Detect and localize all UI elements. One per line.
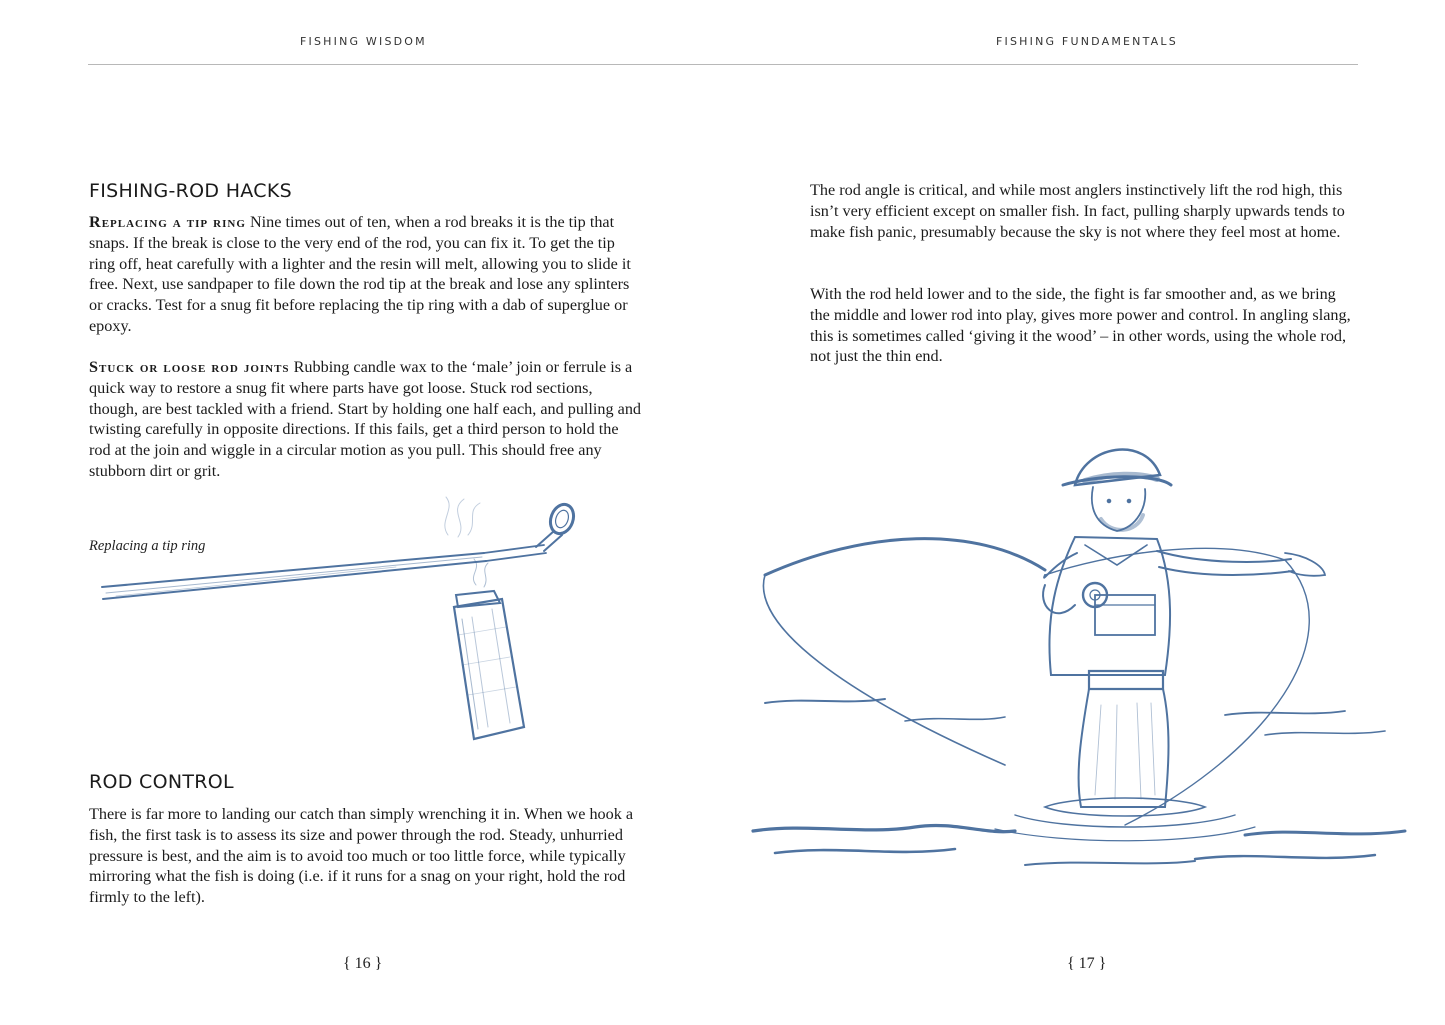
section-heading-fishing-rod-hacks: FISHING-ROD HACKS	[89, 180, 292, 202]
header-rule	[88, 64, 1358, 65]
rod-held-lower-paragraph: With the rod held lower and to the side, the fight is far smoother and, as we bring the middle and lower rod into play, gives more power and control. In angling slang, this is sometimes called ‘giving it the wood’ – in other words, using the whole rod, not just the thin end.	[810, 285, 1351, 366]
tip-ring-text: Nine times out of ten, when a rod breaks it is the tip that snaps. If the break is close to the very end of the rod, you can fix it. To get the tip ring off, heat carefully with a lighter and the resin will melt, allowing you to slide it free. Next, use sandpaper to file down the rod tip at the break and lose any splinters or cracks. Test for a snug fit before replacing the tip ring with a dab of superglue or epoxy.	[89, 213, 631, 335]
angler-illustration-icon	[745, 435, 1420, 885]
tip-ring-paragraph	[89, 212, 644, 337]
rod-angle-paragraph: The rod angle is critical, and while most anglers instinctively lift the rod high, this isn’t very efficient except on smaller fish. In fact, pulling sharply upwards tends to make fish panic, presumably because the sky is not where they feel most at home.	[810, 181, 1345, 241]
right-running-head: FISHING FUNDAMENTALS	[996, 35, 1178, 48]
rod-joints-text: Rubbing candle wax to the ‘male’ join or ferrule is a quick way to restore a snug fit where parts have got loose. Stuck rod sections, though, are best tackled with a friend. Start by holding one half each, and pulling and twisting carefully in opposite directions. If this fails, get a third person to hold the rod at the join and wiggle in a circular motion as you pull. This should free any stubborn dirt or grit.	[89, 358, 642, 480]
illustration-caption: Replacing a tip ring	[89, 538, 206, 554]
section-heading-rod-control: ROD CONTROL	[89, 771, 234, 793]
left-running-head: FISHING WISDOM	[300, 35, 427, 48]
rod-joints-paragraph	[89, 357, 644, 482]
rod-joints-runin: Stuck or loose rod joints	[89, 358, 290, 376]
tip-ring-runin: Replacing a tip ring	[89, 213, 246, 231]
page-number-right: { 17 }	[1067, 955, 1107, 972]
rod-control-paragraph: There is far more to landing our catch than simply wrenching it in. When we hook a fish, the first task is to assess its size and power through the rod. Steady, unhurried pressure is best, and the aim is to avoid too much or too little force, while typically mirroring what the fish is doing (i.e. if it runs for a snag on your right, hold the rod firmly to the left).	[89, 805, 634, 907]
page-number-left: { 16 }	[343, 955, 383, 972]
tip-ring-illustration-icon	[96, 495, 596, 755]
